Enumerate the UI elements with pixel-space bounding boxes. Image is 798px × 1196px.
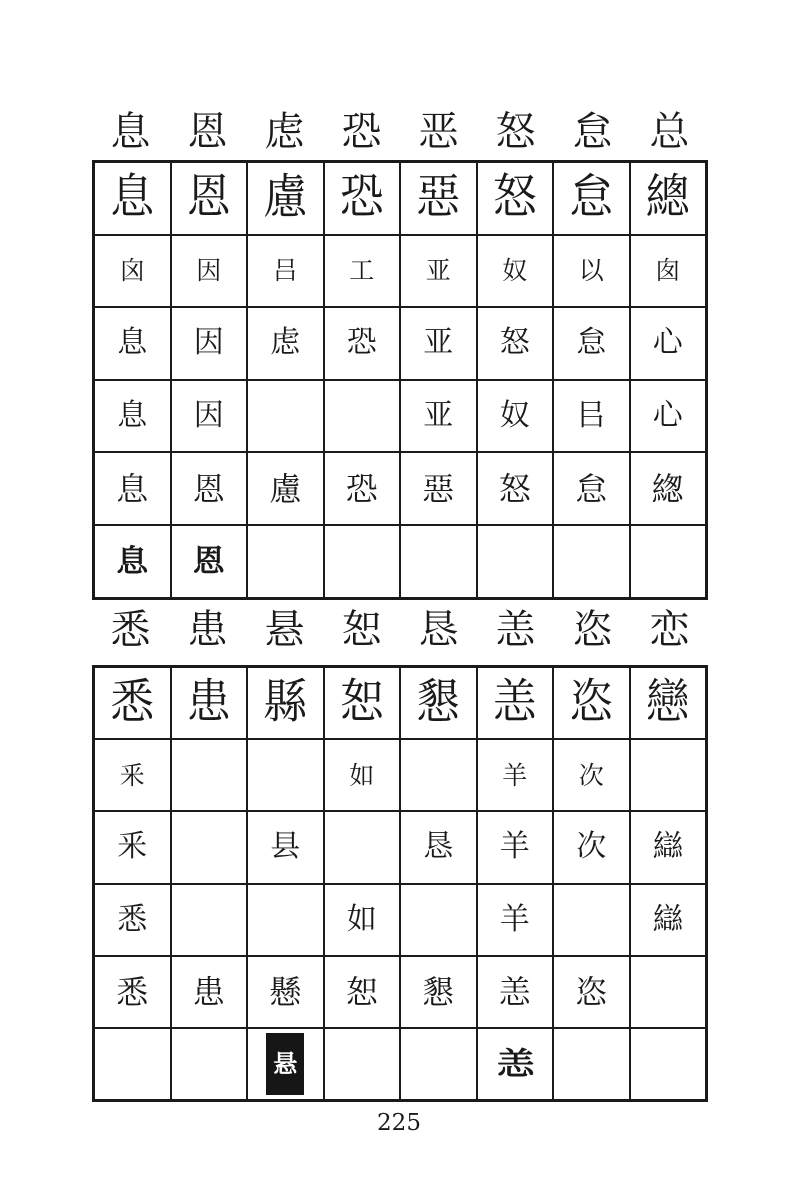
header-char: 恕 [341,607,382,653]
ancient-glyph: 慮 [269,469,302,508]
glyph-cell [324,525,401,598]
glyph-cell [94,162,171,235]
glyph-cell [400,739,477,811]
glyph-cell [324,162,401,235]
glyph-cell [171,525,248,598]
glyph-cell [171,307,248,380]
ancient-glyph: 恐 [345,469,378,508]
ancient-glyph: 慮 [263,170,308,226]
ancient-glyph: 恐 [346,325,377,361]
glyph-cell [247,162,324,235]
glyph-cell [553,380,630,453]
glyph-cell [553,452,630,525]
ancient-glyph: 羊 [499,901,530,937]
glyph-cell [630,307,707,380]
ancient-glyph: 次 [576,829,607,865]
glyph-cell [477,956,554,1028]
glyph-cell [171,380,248,453]
glyph-cell [553,739,630,811]
glyph-cell [94,235,171,308]
glyph-cell [247,884,324,956]
glyph-cell [477,162,554,235]
ancient-glyph: 悉 [116,972,149,1011]
ancient-glyph: 恩 [192,469,225,508]
ancient-glyph: 恙 [496,1045,533,1083]
glyph-cell [171,739,248,811]
ancient-glyph: 奴 [499,398,530,434]
ancient-glyph: 心 [652,325,683,361]
header-char: 怠 [572,109,613,155]
glyph-cell [171,1028,248,1100]
ancient-glyph: 因 [196,256,222,286]
glyph-cell [324,235,401,308]
glyph-cell [247,235,324,308]
ancient-glyph: 惡 [422,469,455,508]
header-row-top [92,106,708,158]
glyph-cell [94,884,171,956]
ancient-glyph: 恐 [339,170,384,226]
glyph-cell [324,811,401,883]
glyph-cell [94,1028,171,1100]
ancient-glyph: 亚 [423,398,454,434]
header-char: 虑 [264,109,305,155]
header-char: 患 [187,607,228,653]
ancient-glyph: 息 [116,469,149,508]
ancient-glyph: 因 [193,398,224,434]
glyph-table-bottom [92,665,708,1102]
glyph-cell [400,956,477,1028]
ancient-glyph: 息 [110,170,155,226]
glyph-cell [324,307,401,380]
ancient-glyph: 悉 [117,901,148,937]
glyph-cell [477,307,554,380]
glyph-cell [400,235,477,308]
ancient-glyph: 釆 [119,760,145,790]
glyph-cell [324,884,401,956]
glyph-cell [553,235,630,308]
glyph-cell [630,235,707,308]
header-char: 恐 [341,109,382,155]
glyph-cell [324,739,401,811]
ancient-glyph: 恕 [339,675,384,731]
glyph-cell [553,525,630,598]
ancient-glyph: 以 [578,256,604,286]
glyph-cell [171,884,248,956]
ancient-glyph: 囱 [655,256,681,286]
glyph-cell [400,811,477,883]
glyph-cell [324,667,401,739]
glyph-cell [94,956,171,1028]
ancient-glyph: 恩 [186,170,231,226]
ancient-glyph: 奴 [502,256,528,286]
glyph-cell [247,811,324,883]
glyph-cell [630,884,707,956]
glyph-cell [630,380,707,453]
glyph-cell [247,452,324,525]
ancient-glyph: 緫 [651,469,684,508]
glyph-cell [477,380,554,453]
glyph-cell [630,811,707,883]
glyph-cell [247,956,324,1028]
glyph-cell [477,811,554,883]
glyph-cell [94,452,171,525]
ancient-glyph: 亚 [423,325,454,361]
ancient-glyph: 县 [270,829,301,865]
glyph-cell [553,884,630,956]
glyph-cell [553,1028,630,1100]
glyph-cell [477,739,554,811]
ancient-glyph: 戀 [645,675,690,731]
ancient-glyph: 總 [645,170,690,226]
glyph-cell [477,235,554,308]
ancient-glyph: 怠 [575,469,608,508]
page-number: 225 [377,1110,421,1136]
glyph-cell [324,956,401,1028]
ancient-glyph: 悬 [266,1033,304,1095]
ancient-glyph: 患 [192,972,225,1011]
glyph-cell [553,956,630,1028]
ancient-glyph: 息 [117,398,148,434]
glyph-cell [630,525,707,598]
ancient-glyph: 因 [193,325,224,361]
glyph-cell [553,667,630,739]
ancient-glyph: 悉 [110,675,155,731]
ancient-glyph: 虑 [270,325,301,361]
header-char: 恣 [572,607,613,653]
glyph-cell [630,739,707,811]
glyph-cell [400,162,477,235]
glyph-cell [171,235,248,308]
ancient-glyph: 恙 [498,972,531,1011]
ancient-glyph: 患 [186,675,231,731]
glyph-cell [400,525,477,598]
glyph-cell [630,956,707,1028]
header-char: 怒 [495,109,536,155]
glyph-cell [400,1028,477,1100]
ancient-glyph: 懇 [416,675,461,731]
ancient-glyph: 次 [578,760,604,790]
glyph-cell [477,452,554,525]
header-char: 恶 [418,109,459,155]
glyph-cell [247,1028,324,1100]
header-char: 恩 [187,109,228,155]
glyph-cell [477,1028,554,1100]
glyph-cell [171,811,248,883]
glyph-cell [247,525,324,598]
ancient-glyph: 羊 [502,760,528,790]
glyph-cell [94,739,171,811]
glyph-cell [630,667,707,739]
glyph-cell [477,884,554,956]
glyph-cell [400,380,477,453]
glyph-cell [324,380,401,453]
ancient-glyph: 䜌 [652,829,683,865]
glyph-cell [477,667,554,739]
glyph-cell [400,452,477,525]
ancient-glyph: 惡 [416,170,461,226]
ancient-glyph: 怒 [498,469,531,508]
ancient-glyph: 怒 [499,325,530,361]
glyph-cell [94,380,171,453]
glyph-cell [400,667,477,739]
glyph-cell [247,739,324,811]
header-char: 恙 [495,607,536,653]
glyph-cell [553,162,630,235]
ancient-glyph: 㠯 [576,398,607,434]
glyph-cell [94,811,171,883]
glyph-cell [94,307,171,380]
glyph-cell [94,525,171,598]
ancient-glyph: 恕 [345,972,378,1011]
glyph-cell [400,307,477,380]
glyph-cell [324,1028,401,1100]
glyph-cell [630,452,707,525]
glyph-cell [247,307,324,380]
header-char: 总 [649,109,690,155]
ancient-glyph: 恣 [575,972,608,1011]
ancient-glyph: 恙 [492,675,537,731]
header-row-bottom [92,604,708,656]
ancient-glyph: 釆 [117,829,148,865]
ancient-glyph: 怒 [492,170,537,226]
header-char: 恳 [418,607,459,653]
header-char: 悬 [264,607,305,653]
glyph-cell [630,162,707,235]
ancient-glyph: 恣 [569,675,614,731]
glyph-cell [247,667,324,739]
glyph-cell [171,162,248,235]
glyph-cell [171,956,248,1028]
ancient-glyph: 亚 [425,256,451,286]
glyph-cell [477,525,554,598]
ancient-glyph: 懇 [422,972,455,1011]
ancient-glyph: 羊 [499,829,530,865]
ancient-glyph: 心 [652,398,683,434]
ancient-glyph: 吕 [272,256,298,286]
header-char: 恋 [649,607,690,653]
glyph-cell [324,452,401,525]
ancient-glyph: 工 [349,256,375,286]
glyph-cell [553,307,630,380]
ancient-glyph: 縣 [263,675,308,731]
glyph-cell [553,811,630,883]
glyph-cell [247,380,324,453]
glyph-cell [94,667,171,739]
ancient-glyph: 怠 [569,170,614,226]
glyph-cell [630,1028,707,1100]
ancient-glyph: 恩 [192,543,225,580]
ancient-glyph: 恳 [423,829,454,865]
ancient-glyph: 息 [117,325,148,361]
header-char: 悉 [110,607,151,653]
glyph-cell [171,452,248,525]
ancient-glyph: 囟 [119,256,145,286]
ancient-glyph: 如 [349,760,375,790]
glyph-table-top [92,160,708,600]
glyph-cell [171,667,248,739]
ancient-glyph: 息 [116,543,149,580]
ancient-glyph: 懸 [269,972,302,1011]
ancient-glyph: 如 [346,901,377,937]
glyph-cell [400,884,477,956]
ancient-glyph: 䜌 [652,901,683,937]
header-char: 息 [110,109,151,155]
ancient-glyph: 怠 [576,325,607,361]
